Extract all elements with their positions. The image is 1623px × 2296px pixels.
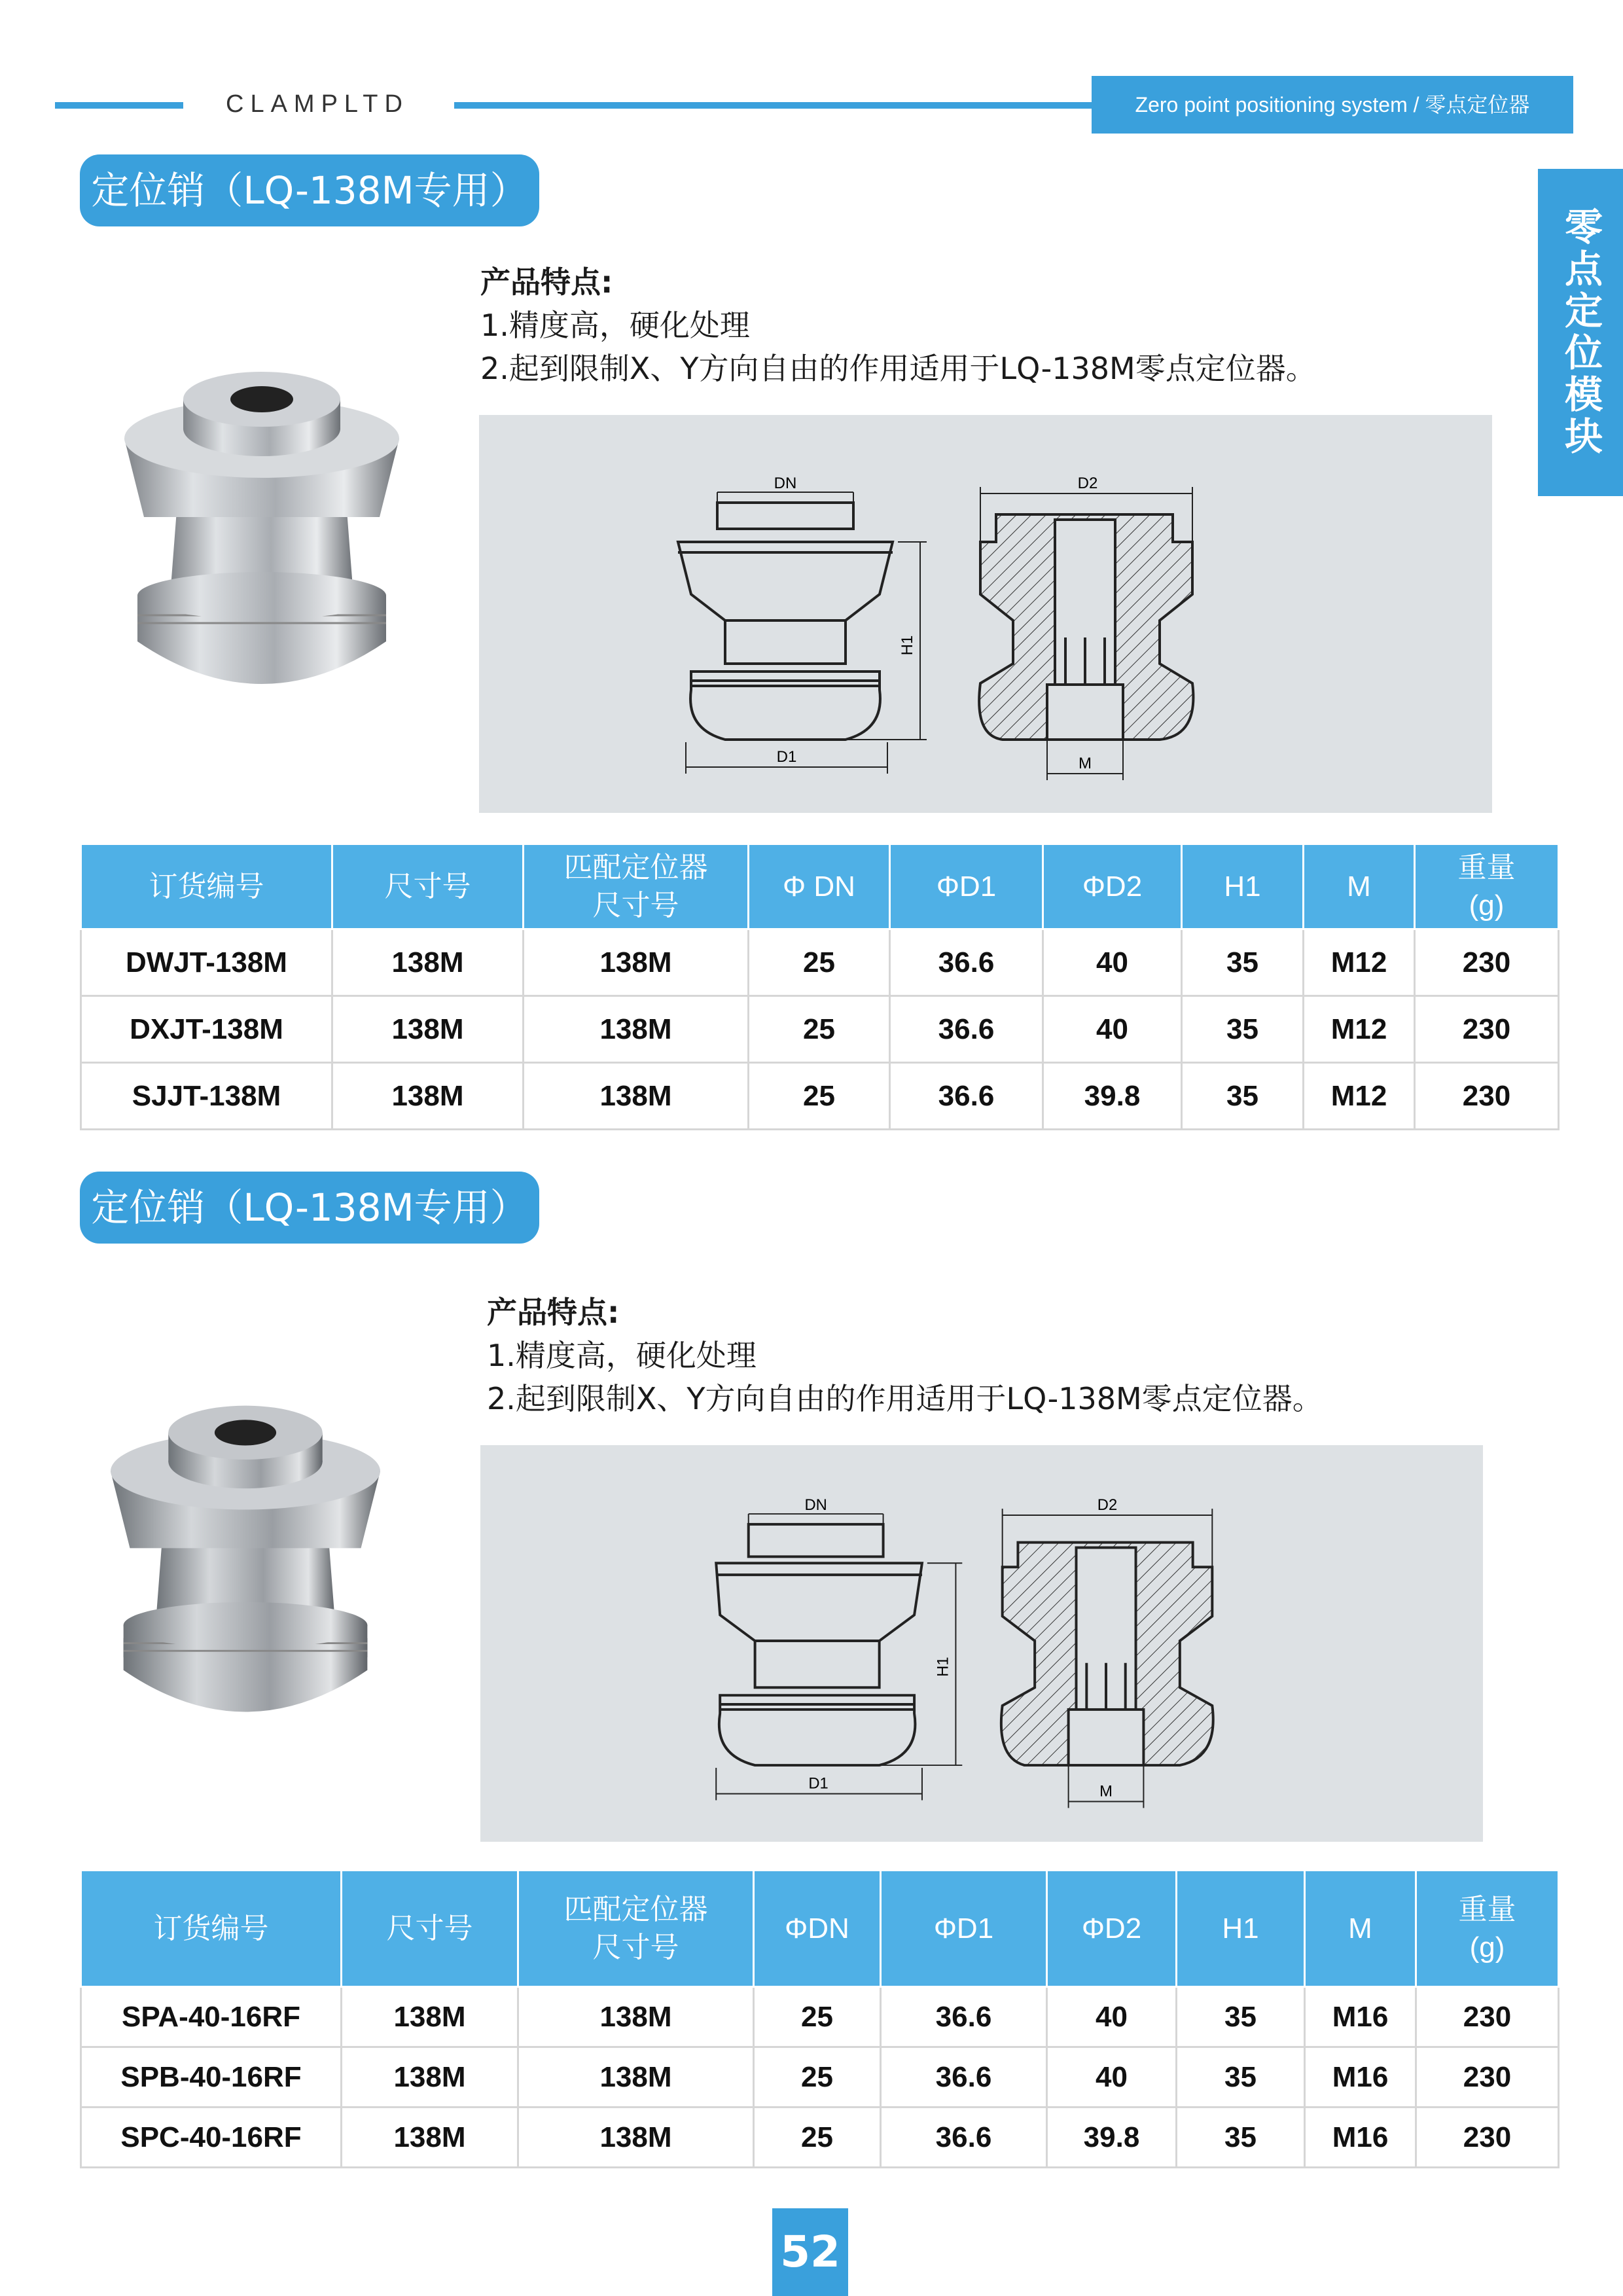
technical-drawing-panel bbox=[479, 415, 1492, 813]
col-header: ΦD2 bbox=[1043, 844, 1182, 929]
table-header-row bbox=[81, 844, 1559, 929]
table-row bbox=[81, 2108, 1559, 2168]
table-row bbox=[81, 929, 1559, 996]
cell: SPB-40-16RF bbox=[81, 2047, 342, 2108]
cell: 35 bbox=[1182, 929, 1304, 996]
cell: 230 bbox=[1416, 2108, 1559, 2168]
cell: 40 bbox=[1043, 929, 1182, 996]
side-tab-label: 零点定位模块 bbox=[1538, 169, 1623, 496]
table-header-row bbox=[81, 1871, 1559, 1987]
cell: 138M bbox=[332, 1063, 524, 1130]
cell: 25 bbox=[754, 2108, 881, 2168]
locating-pin-image bbox=[98, 1394, 393, 1728]
product-features bbox=[480, 260, 1316, 390]
table-row bbox=[81, 1063, 1559, 1130]
features-heading: 产品特点: bbox=[487, 1295, 620, 1330]
col-header: ΦD2 bbox=[1047, 1871, 1177, 1987]
spec-table bbox=[80, 843, 1560, 1130]
cell: SPA-40-16RF bbox=[81, 1987, 342, 2047]
col-header: 匹配定位器尺寸号 bbox=[524, 844, 749, 929]
dim-label-m: M bbox=[1099, 1782, 1113, 1801]
header-rule-right bbox=[454, 102, 1096, 109]
cell: 40 bbox=[1043, 996, 1182, 1063]
cell: 230 bbox=[1416, 2047, 1559, 2108]
cell: 138M bbox=[342, 2108, 518, 2168]
dim-label-d1: D1 bbox=[776, 748, 797, 766]
product-photo bbox=[98, 1394, 393, 1728]
cell: 36.6 bbox=[881, 1987, 1047, 2047]
cell: DWJT-138M bbox=[81, 929, 332, 996]
cell: 35 bbox=[1177, 2108, 1305, 2168]
col-header: M bbox=[1305, 1871, 1416, 1987]
cell: 138M bbox=[332, 929, 524, 996]
col-header: 尺寸号 bbox=[332, 844, 524, 929]
cell: 35 bbox=[1182, 996, 1304, 1063]
technical-drawing bbox=[480, 1445, 1483, 1842]
page-number: 52 bbox=[772, 2208, 848, 2296]
feature-item: 2.起到限制X、Y方向自由的作用适用于LQ-138M零点定位器。 bbox=[480, 351, 1316, 386]
feature-item: 2.起到限制X、Y方向自由的作用适用于LQ-138M零点定位器。 bbox=[487, 1381, 1323, 1416]
brand-name: CLAMPLTD bbox=[226, 90, 409, 118]
cell: 138M bbox=[524, 996, 749, 1063]
col-header: 重量(g) bbox=[1415, 844, 1559, 929]
dim-label-dn: DN bbox=[774, 475, 797, 492]
table-row bbox=[81, 996, 1559, 1063]
cell: 36.6 bbox=[890, 996, 1043, 1063]
product-photo bbox=[118, 360, 406, 700]
spec-table bbox=[80, 1869, 1560, 2168]
cell: M12 bbox=[1304, 1063, 1415, 1130]
cell: 36.6 bbox=[890, 929, 1043, 996]
cell: 138M bbox=[342, 2047, 518, 2108]
table-row bbox=[81, 1987, 1559, 2047]
cell: 138M bbox=[524, 1063, 749, 1130]
cell: 25 bbox=[749, 1063, 890, 1130]
col-header: ΦDN bbox=[754, 1871, 881, 1987]
section-title: 定位销（LQ-138M专用） bbox=[80, 1172, 539, 1244]
cell: M16 bbox=[1305, 1987, 1416, 2047]
cell: M16 bbox=[1305, 2108, 1416, 2168]
cell: 36.6 bbox=[881, 2108, 1047, 2168]
cell: 39.8 bbox=[1043, 1063, 1182, 1130]
col-header: M bbox=[1304, 844, 1415, 929]
cell: 40 bbox=[1047, 1987, 1177, 2047]
col-header: ΦD1 bbox=[890, 844, 1043, 929]
cell: 25 bbox=[754, 2047, 881, 2108]
header-tagline: Zero point positioning system / 零点定位器 bbox=[1092, 76, 1573, 134]
cell: DXJT-138M bbox=[81, 996, 332, 1063]
col-header: 尺寸号 bbox=[342, 1871, 518, 1987]
cell: 138M bbox=[524, 929, 749, 996]
cell: 138M bbox=[518, 1987, 754, 2047]
table-row bbox=[81, 2047, 1559, 2108]
cell: 35 bbox=[1177, 2047, 1305, 2108]
dim-label-d2: D2 bbox=[1077, 475, 1098, 492]
cell: 230 bbox=[1415, 1063, 1559, 1130]
col-header: 订货编号 bbox=[81, 1871, 342, 1987]
cell: 39.8 bbox=[1047, 2108, 1177, 2168]
cell: SJJT-138M bbox=[81, 1063, 332, 1130]
cell: 138M bbox=[342, 1987, 518, 2047]
dim-label-d2: D2 bbox=[1097, 1496, 1118, 1515]
technical-drawing-panel bbox=[480, 1445, 1483, 1842]
feature-item: 1.精度高，硬化处理 bbox=[480, 308, 750, 343]
dim-label-dn: DN bbox=[804, 1496, 827, 1515]
col-header: H1 bbox=[1182, 844, 1304, 929]
cell: 230 bbox=[1415, 929, 1559, 996]
technical-drawing bbox=[479, 415, 1492, 813]
cell: 35 bbox=[1182, 1063, 1304, 1130]
section-title: 定位销（LQ-138M专用） bbox=[80, 154, 539, 226]
cell: 36.6 bbox=[881, 2047, 1047, 2108]
cell: 35 bbox=[1177, 1987, 1305, 2047]
cell: 230 bbox=[1415, 996, 1559, 1063]
col-header: ΦD1 bbox=[881, 1871, 1047, 1987]
cell: 25 bbox=[749, 996, 890, 1063]
cell: 138M bbox=[332, 996, 524, 1063]
cell: 138M bbox=[518, 2108, 754, 2168]
dim-label-h1: H1 bbox=[899, 635, 916, 656]
feature-item: 1.精度高，硬化处理 bbox=[487, 1338, 757, 1373]
cell: 25 bbox=[749, 929, 890, 996]
cell: 138M bbox=[518, 2047, 754, 2108]
cell: M12 bbox=[1304, 996, 1415, 1063]
dim-label-h1: H1 bbox=[934, 1657, 952, 1677]
header-rule-left bbox=[55, 102, 183, 109]
cell: M16 bbox=[1305, 2047, 1416, 2108]
cell: 230 bbox=[1416, 1987, 1559, 2047]
dim-label-d1: D1 bbox=[808, 1774, 829, 1793]
col-header: Φ DN bbox=[749, 844, 890, 929]
col-header: 匹配定位器尺寸号 bbox=[518, 1871, 754, 1987]
col-header: H1 bbox=[1177, 1871, 1305, 1987]
cell: 25 bbox=[754, 1987, 881, 2047]
cell: 36.6 bbox=[890, 1063, 1043, 1130]
product-features bbox=[487, 1291, 1323, 1420]
dim-label-m: M bbox=[1079, 755, 1092, 772]
cell: SPC-40-16RF bbox=[81, 2108, 342, 2168]
locating-pin-image bbox=[118, 360, 406, 700]
col-header: 订货编号 bbox=[81, 844, 332, 929]
features-heading: 产品特点: bbox=[480, 264, 613, 300]
col-header: 重量(g) bbox=[1416, 1871, 1559, 1987]
cell: M12 bbox=[1304, 929, 1415, 996]
cell: 40 bbox=[1047, 2047, 1177, 2108]
